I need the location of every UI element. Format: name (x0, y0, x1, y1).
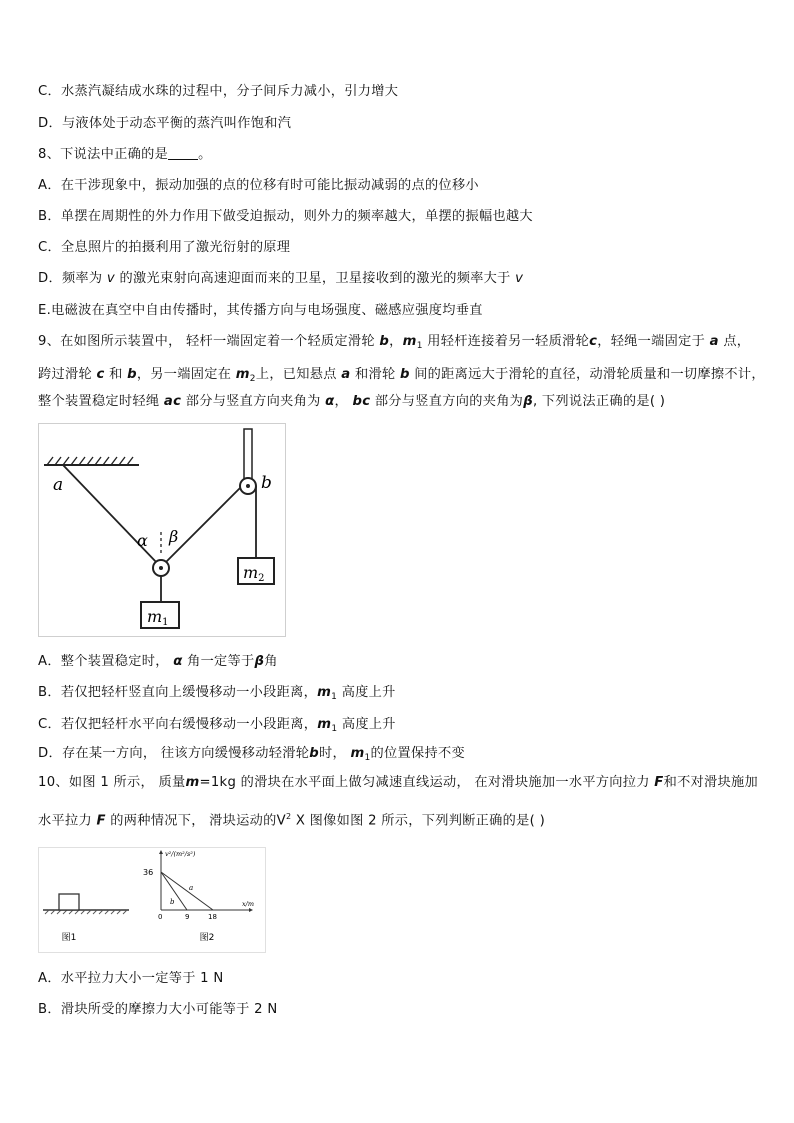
q10-stem-line1 (38, 774, 758, 792)
q8-option-e: E.电磁波在真空中自由传播时，其传播方向与电场强度、磁感应强度均垂直 (38, 303, 483, 318)
q8-d-v2: v (515, 271, 524, 286)
q10-text: 水平拉力 (38, 813, 92, 829)
q8-option-b: B．单摆在周期性的外力作用下做受迫振动，则外力的频率越大，单摆的振幅也越大 (38, 209, 533, 224)
q9-text: 和 (109, 367, 123, 382)
line-a (161, 872, 213, 910)
q9-text: ，另一端固定在 (136, 367, 232, 382)
q10-var-m: m (185, 775, 200, 790)
q10-text: 的两种情况下， 滑块运动的V (110, 813, 286, 829)
q9-opt-text: 的位置保持不变 (370, 746, 465, 761)
q9-opt-text: B．若仅把轻杆竖直向上缓慢移动一小段距离， (38, 685, 318, 700)
rod (244, 429, 252, 485)
q8-option-c: C．全息照片的拍摄利用了激光衍射的原理 (38, 240, 291, 255)
q9-text: 整个装置稳定时轻绳 (38, 394, 160, 409)
q9-var-bc: bc (352, 394, 371, 409)
q9-alpha: α (173, 654, 183, 669)
x-tick-9: 9 (185, 913, 190, 921)
q9-sub: 1 (331, 692, 338, 702)
q10-var-F: F (654, 775, 664, 790)
q9-var-a: a (709, 334, 719, 349)
q10-option-b: B．滑块所受的摩擦力大小可能等于 2 N (38, 1002, 278, 1017)
q10-text: 10、如图 1 所示， 质量 (38, 775, 186, 790)
y-tick-36: 36 (143, 868, 154, 877)
q8-stem-suffix: 。 (198, 147, 212, 162)
q9-text: 上，已知悬点 (255, 367, 337, 382)
q9-text: ， (334, 394, 353, 409)
q9-option-c (38, 716, 396, 738)
q9-text: 9、在如图所示装置中， 轻杆一端固定着一个轻质定滑轮 (38, 334, 375, 349)
q10-text: X 图像如图 2 所示，下列判断正确的是( ) (291, 813, 546, 829)
q9-beta: β (254, 654, 265, 669)
ceiling-hatch (47, 457, 133, 465)
q9-opt-text: A．整个装置稳定时， (38, 654, 174, 669)
q9-var-m: m (350, 746, 365, 761)
y-axis-label: v²/(m²/s²) (165, 850, 196, 858)
alpha-label: α (137, 531, 148, 550)
q9-opt-text: 时， (318, 746, 351, 761)
mass-m1-label: m1 (147, 607, 169, 628)
y-axis-arrow (159, 850, 163, 854)
q9-alpha: α (325, 394, 335, 409)
q9-var-c: c (96, 367, 105, 382)
q9-var-a: a (341, 367, 351, 382)
q9-var-b: b (379, 334, 390, 349)
q9-option-a (38, 653, 278, 671)
q10-sup: 2 (285, 812, 292, 821)
q9-var-m: m (402, 334, 417, 349)
x-axis-arrow (249, 908, 253, 912)
q9-stem-line1 (38, 333, 750, 355)
option-c-prev: C．水蒸汽凝结成水珠的过程中，分子间斥力减小，引力增大 (38, 84, 399, 99)
option-d-prev: D．与液体处于动态平衡的蒸汽叫作饱和汽 (38, 116, 292, 131)
line-b-label: b (170, 898, 175, 906)
q9-var-c: c (589, 334, 598, 349)
q9-text: 点， (723, 334, 751, 349)
pulley-b-label: b (261, 473, 272, 493)
slider-block (59, 894, 79, 910)
q9-sub: 1 (364, 753, 371, 763)
q9-text: ，轻绳一端固定于 (597, 334, 706, 349)
x-tick-18: 18 (208, 913, 217, 921)
q9-sub: 1 (331, 724, 338, 734)
q9-sub: 1 (416, 341, 423, 351)
pulley-figure (38, 423, 286, 637)
q9-opt-text: 高度上升 (341, 685, 396, 700)
q8-option-a: A．在干涉现象中，振动加强的点的位移有时可能比振动减弱的点的位移小 (38, 178, 479, 193)
q9-text: 部分与竖直方向的夹角为 (374, 394, 524, 409)
q9-option-d (38, 745, 465, 767)
pulley-c-axle (159, 566, 163, 570)
q9-text: 部分与竖直方向夹角为 (185, 394, 321, 409)
q9-beta: β (523, 394, 533, 409)
q9-opt-text: D．存在某一方向， 往该方向缓慢移动轻滑轮 (38, 746, 310, 761)
q8-option-d (38, 270, 523, 288)
q9-stem-line3 (38, 393, 665, 411)
mass-m2-label: m2 (243, 563, 265, 584)
q8-stem (38, 146, 212, 164)
beta-label: β (169, 527, 179, 546)
q9-opt-text: 高度上升 (341, 717, 396, 732)
x-axis-label: x/m (242, 900, 255, 908)
q10-option-a: A．水平拉力大小一定等于 1 N (38, 971, 224, 986)
rope-cb (164, 486, 242, 564)
q9-opt-text: 角一定等于 (187, 654, 255, 669)
q8-d-pre: D．频率为 (38, 271, 103, 286)
q9-var-b: b (399, 367, 410, 382)
q9-text: 和滑轮 (354, 367, 396, 382)
figure1-caption: 图1 (61, 933, 77, 943)
q10-text: =1kg 的滑块在水平面上做匀减速直线运动， 在对滑块施加一水平方向拉力 (199, 775, 650, 790)
q8-d-v: v (106, 271, 116, 286)
q10-stem-line2 (38, 808, 545, 830)
q9-text: ， (389, 334, 403, 349)
q10-diagram (39, 848, 265, 952)
point-a-label: a (53, 475, 64, 495)
figure2-caption: 图2 (199, 933, 215, 943)
q9-stem-line2 (38, 366, 765, 388)
q9-var-ac: ac (163, 394, 182, 409)
q9-var-m: m (317, 685, 332, 700)
q9-var-b: b (127, 367, 137, 382)
q10-text: 和不对滑块施加 (663, 775, 758, 790)
q9-opt-text: C．若仅把轻杆水平向右缓慢移动一小段距离， (38, 717, 318, 732)
q9-text: 跨过滑轮 (38, 367, 92, 382)
q9-opt-text: 角 (264, 654, 278, 669)
q9-text: , 下列说法正确的是( ) (532, 394, 666, 409)
q8-d-mid: 的激光束射向高速迎面而来的卫星，卫星接收到的激光的频率大于 (119, 271, 511, 286)
q9-text: 间的距离远大于滑轮的直径，动滑轮质量和一切摩擦不计， (414, 367, 765, 382)
q9-var-b: b (309, 746, 319, 761)
q9-sub: 2 (249, 374, 256, 384)
q9-var-m: m (235, 367, 250, 382)
q9-text: 用轻杆连接着另一轻质滑轮 (427, 334, 590, 349)
answer-blank (168, 147, 198, 160)
q9-var-m: m (317, 717, 332, 732)
line-a-label: a (189, 884, 194, 892)
q10-figure (38, 847, 266, 953)
pulley-diagram (39, 424, 285, 636)
q8-stem-prefix: 8、下说法中正确的是 (38, 147, 169, 162)
x-tick-0: 0 (158, 913, 163, 921)
q9-option-b (38, 684, 396, 706)
q10-var-F: F (96, 813, 106, 829)
pulley-b-axle (246, 484, 250, 488)
